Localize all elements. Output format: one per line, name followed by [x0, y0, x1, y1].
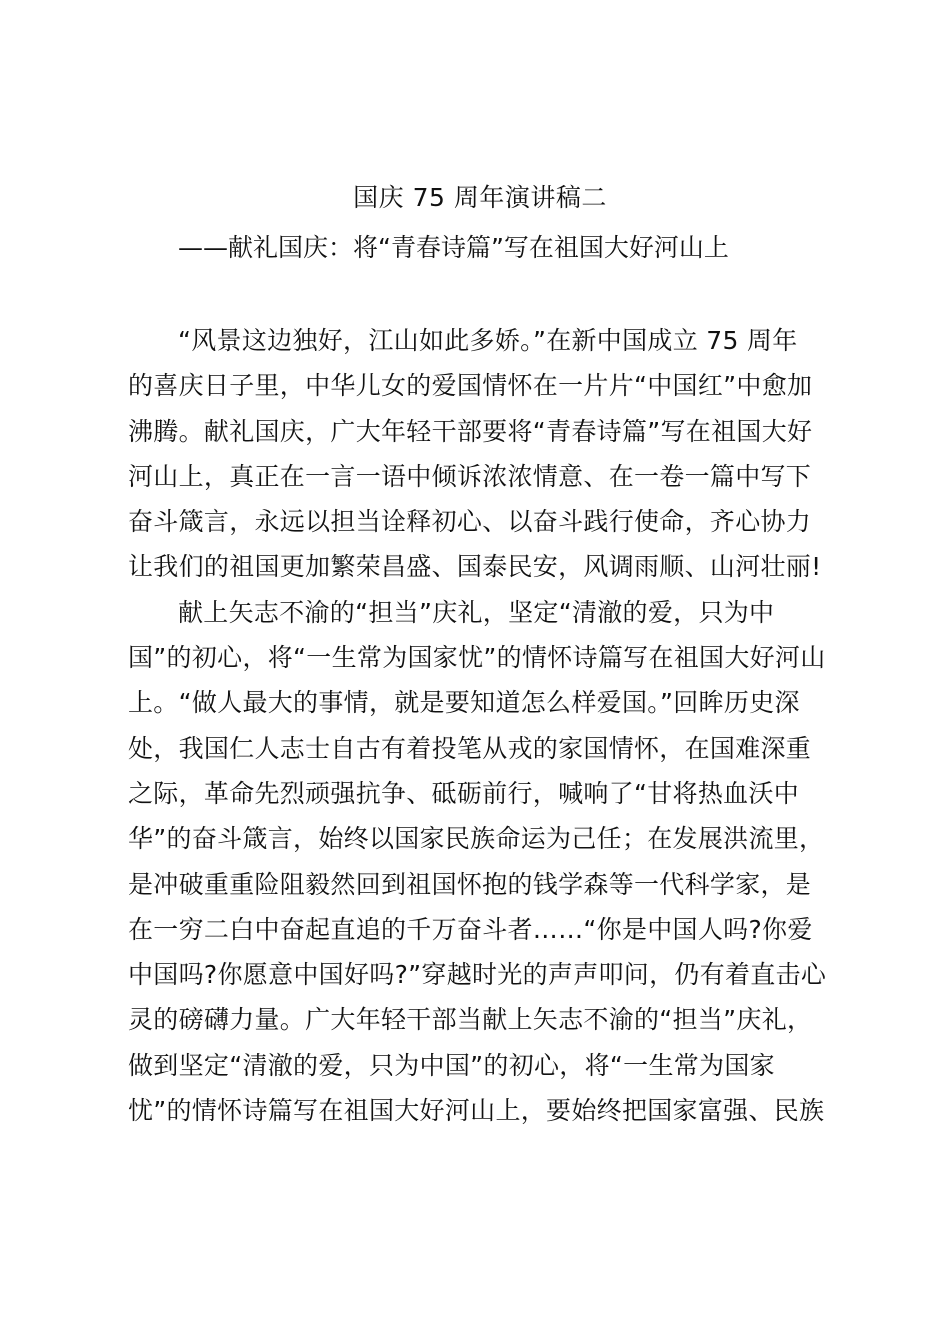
body-text — [128, 318, 838, 1133]
text-line: 奋斗箴言，永远以担当诠释初心、以奋斗践行使命，齐心协力 — [128, 507, 812, 537]
text-line: 在一穷二白中奋起直追的千万奋斗者……“你是中国人吗?你爱 — [128, 914, 813, 944]
page-title: 国庆 75 周年演讲稿二 — [353, 183, 607, 212]
text-line: 华”的奋斗箴言，始终以国家民族命运为己任；在发展洪流里， — [128, 824, 825, 854]
text-line: 上。“做人最大的事情，就是要知道怎么样爱国。”回眸历史深 — [128, 688, 800, 718]
text-line: “风景这边独好，江山如此多娇。”在新中国成立 75 周年 — [178, 326, 798, 355]
text-line: 忧”的情怀诗篇写在祖国大好河山上，要始终把国家富强、民族 — [128, 1096, 825, 1126]
text-line: 国”的初心，将“一生常为国家忧”的情怀诗篇写在祖国大好河山 — [128, 643, 826, 673]
page-subtitle: ——献礼国庆：将“青春诗篇”写在祖国大好河山上 — [178, 233, 729, 262]
text-line: 让我们的祖国更加繁荣昌盛、国泰民安，风调雨顺、山河壮丽! — [128, 552, 822, 582]
text-line: 献上矢志不渝的“担当”庆礼，坚定“清澈的爱，只为中 — [178, 597, 775, 627]
text-line: 的喜庆日子里，中华儿女的爱国情怀在一片片“中国红”中愈加 — [128, 371, 813, 401]
text-line: 沸腾。献礼国庆，广大年轻干部要将“青春诗篇”写在祖国大好 — [128, 416, 813, 446]
text-line: 之际，革命先烈顽强抗争、砥砺前行，喊响了“甘将热血沃中 — [128, 778, 800, 808]
text-line: 灵的磅礴力量。广大年轻干部当献上矢志不渝的“担当”庆礼， — [128, 1005, 813, 1035]
text-line: 中国吗?你愿意中国好吗?”穿越时光的声声叩问，仍有着直击心 — [128, 960, 827, 990]
text-line: 处，我国仁人志士自古有着投笔从戎的家国情怀，在国难深重 — [128, 733, 812, 763]
text-line: 做到坚定“清澈的爱，只为中国”的初心，将“一生常为国家 — [128, 1050, 775, 1080]
text-line: 是冲破重重险阻毅然回到祖国怀抱的钱学森等一代科学家，是 — [128, 869, 812, 899]
text-line: 河山上，真正在一言一语中倾诉浓浓情意、在一卷一篇中写下 — [128, 461, 812, 491]
